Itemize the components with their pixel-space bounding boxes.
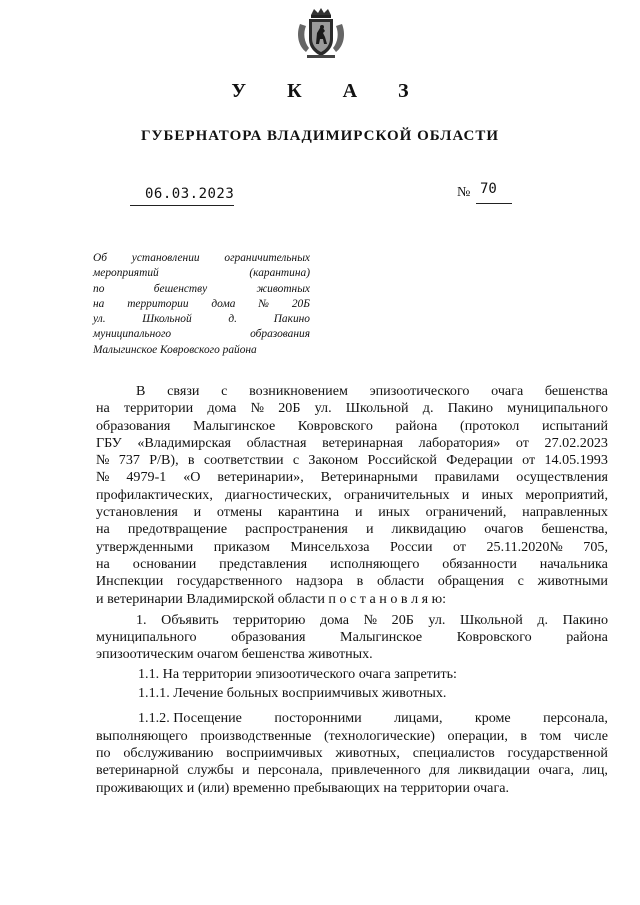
item-1-1-2-last-line: проживающих и (или) временно пребывающих на территории очага. — [96, 779, 509, 796]
word: Объявить — [161, 611, 219, 628]
word: от — [515, 434, 529, 451]
text-line — [96, 383, 608, 400]
word: Пакино — [273, 313, 310, 326]
word: России — [390, 538, 433, 555]
word: государственной — [507, 744, 608, 761]
word: 20Б — [291, 297, 310, 310]
word: выполняющего — [96, 727, 188, 744]
item-1-last-line: эпизоотическим очагом бешенства животных. — [96, 646, 373, 663]
word: Ковровского — [297, 417, 373, 434]
word: образования — [96, 417, 171, 434]
word: ул. — [93, 313, 106, 326]
text-line — [96, 487, 608, 504]
text-line — [96, 745, 608, 762]
word: 14.05.1993 — [544, 452, 608, 469]
word: лицами, — [394, 710, 443, 727]
word: распространения — [245, 521, 348, 538]
word: территорию — [233, 611, 306, 628]
word: утвержденными — [96, 538, 194, 555]
preamble — [96, 383, 608, 591]
text-line — [96, 762, 608, 779]
word: № — [250, 400, 265, 417]
word: диагностических, — [225, 486, 332, 503]
text-line — [96, 612, 608, 629]
word: обязанности — [442, 555, 517, 572]
word: «Владимирская — [137, 434, 231, 451]
text-line — [93, 312, 310, 327]
word: с — [292, 452, 300, 469]
word: с — [221, 383, 228, 399]
word: ограничительных — [343, 486, 450, 503]
text-line — [93, 343, 310, 358]
word: на — [93, 297, 105, 310]
word: района — [395, 417, 438, 434]
date-underline — [130, 205, 234, 206]
coat-of-arms-icon — [294, 6, 348, 60]
number-sign: № — [457, 185, 471, 200]
word: в — [520, 727, 528, 744]
word: представления — [219, 555, 308, 572]
word: областная — [246, 434, 307, 451]
word: производственные — [200, 727, 312, 744]
word: Законом — [308, 452, 359, 469]
word: 25.11.2020№ — [486, 538, 563, 555]
word: восприимчивых — [226, 744, 323, 761]
word: иных — [378, 504, 410, 521]
word: образования — [231, 629, 306, 646]
issuer-heading: ГУБЕРНАТОРА ВЛАДИМИРСКОЙ ОБЛАСТИ — [140, 128, 500, 144]
word: кроме — [474, 710, 511, 727]
word: надзора — [295, 573, 343, 590]
text-line — [96, 435, 608, 452]
word: и — [193, 504, 202, 521]
text-line — [93, 251, 310, 266]
word: животных, — [335, 744, 400, 761]
word: № — [258, 297, 270, 310]
word: начальника — [539, 555, 608, 572]
word: Ветеринарными — [320, 469, 418, 486]
word: иных — [481, 486, 514, 503]
word: ветеринарной — [96, 762, 179, 779]
word: на — [96, 400, 110, 417]
word: Минсельхоза — [290, 538, 370, 555]
word: 705, — [583, 538, 608, 555]
word: Пакино — [447, 400, 494, 417]
word: мероприятий, — [525, 486, 608, 503]
word: района — [566, 629, 608, 646]
preamble-last-line: и ветеринарии Владимирской области п о с т а н о в л я ю: — [96, 590, 447, 607]
word: от — [452, 538, 466, 555]
word: № — [96, 452, 110, 469]
word: 27.02.2023 — [544, 434, 608, 451]
word: осуществления — [516, 469, 608, 486]
word: д. — [422, 400, 434, 417]
word: муниципального — [96, 629, 197, 646]
word: на — [96, 521, 110, 538]
word: животными — [537, 573, 608, 590]
word: Пакино — [562, 611, 608, 628]
word: 1.1.2. Посещение — [138, 710, 242, 727]
word: В — [136, 383, 146, 399]
item-1-1-1: 1.1.1. Лечение больных восприимчивых животных. — [138, 685, 447, 702]
text-line — [96, 400, 608, 417]
word: № — [96, 469, 110, 486]
word: дома — [320, 611, 350, 628]
word: (карантина) — [249, 267, 310, 280]
word: числе — [573, 727, 608, 744]
word: Школьной — [142, 313, 192, 326]
word: мероприятий — [93, 267, 159, 280]
word: государственного — [176, 573, 283, 590]
word: ветеринарная — [322, 434, 404, 451]
word: Малыгинское — [340, 629, 423, 646]
word: Школьной — [345, 400, 409, 417]
decree-number: 70 — [480, 181, 497, 197]
word: и — [461, 486, 470, 503]
word: и — [241, 762, 250, 779]
word: эпизоотического — [369, 383, 470, 399]
word: (протокол — [460, 417, 520, 434]
word: основании — [132, 555, 197, 572]
word: обращения — [437, 573, 504, 590]
word: Р/В), — [149, 452, 179, 469]
word: д. — [537, 611, 549, 628]
word: Малыгинское Ковровского района — [93, 343, 257, 356]
decree-title: У К А З — [231, 80, 427, 102]
word: муниципального — [93, 328, 172, 341]
word: № — [363, 611, 378, 628]
text-line — [96, 469, 608, 486]
word: службы — [187, 762, 234, 779]
word: Инспекции — [96, 573, 164, 590]
word: испытаний — [541, 417, 608, 434]
word: ул. — [314, 400, 332, 417]
word: связи — [167, 383, 200, 399]
word: 4979-1 — [126, 469, 167, 486]
word: бешенству — [153, 282, 208, 295]
word: предотвращение — [127, 521, 228, 538]
word: образования — [250, 328, 310, 341]
word: персонала, — [543, 710, 608, 727]
word: приказом — [213, 538, 270, 555]
word: и — [354, 504, 363, 521]
decree-subject — [93, 251, 310, 358]
word: 737 — [118, 452, 140, 469]
word: области — [376, 573, 425, 590]
word: установления — [96, 504, 178, 521]
text-line — [96, 573, 608, 590]
word: д. — [228, 313, 237, 326]
word: Школьной — [459, 611, 523, 628]
text-line — [96, 521, 608, 538]
word: ГБУ — [96, 434, 122, 451]
text-line — [96, 710, 608, 727]
word: в — [356, 573, 364, 590]
text-line — [93, 282, 310, 297]
word: Ковровского — [456, 629, 532, 646]
word: очага, — [538, 762, 574, 779]
word: правилами — [434, 469, 500, 486]
text-line — [96, 504, 608, 521]
item-1-1-2 — [96, 710, 608, 779]
word: 1. — [136, 611, 147, 628]
word: профилактических, — [96, 486, 213, 503]
word: очага — [491, 383, 524, 399]
word: обслуживанию — [123, 744, 214, 761]
text-line — [93, 266, 310, 281]
word: Малыгинское — [193, 417, 276, 434]
word: карантина — [277, 504, 340, 521]
text-line — [96, 418, 608, 435]
word: ограничений, — [425, 504, 507, 521]
item-1-1: 1.1. На территории эпизоотического очага запретить: — [138, 665, 457, 682]
word: 20Б — [278, 400, 301, 417]
word: ул. — [428, 611, 446, 628]
word: персонала, — [257, 762, 323, 779]
word: посторонними — [274, 710, 362, 727]
word: по — [96, 744, 111, 761]
word: с — [517, 573, 524, 590]
word: возникновением — [249, 383, 348, 399]
text-line — [96, 452, 608, 469]
word: животных — [256, 282, 310, 295]
word: установлении — [131, 252, 200, 264]
word: очагов — [484, 521, 524, 538]
word: лаборатория» — [418, 434, 501, 451]
text-line — [96, 539, 608, 556]
item-1 — [96, 612, 608, 647]
word: исполняющего — [330, 555, 420, 572]
word: по — [93, 282, 105, 295]
word: и — [365, 521, 374, 538]
text-line — [96, 728, 608, 745]
word: от — [522, 452, 536, 469]
word: дома — [211, 297, 236, 310]
word: Об — [93, 252, 107, 264]
word: бешенства — [544, 383, 608, 399]
word: отмены — [216, 504, 263, 521]
word: операции, — [447, 727, 508, 744]
word: соответствии — [203, 452, 284, 469]
text-line — [93, 297, 310, 312]
text-line — [96, 556, 608, 573]
text-line — [93, 327, 310, 342]
word: ликвидацию — [391, 521, 467, 538]
word: том — [539, 727, 562, 744]
word: муниципального — [507, 400, 608, 417]
word: ветеринарии», — [217, 469, 304, 486]
decree-body — [96, 383, 608, 797]
word: дома — [207, 400, 237, 417]
word: ликвидации — [458, 762, 530, 779]
word: для — [429, 762, 450, 779]
text-line — [96, 629, 608, 646]
word: привлеченного — [331, 762, 421, 779]
word: 20Б — [391, 611, 414, 628]
word: на — [96, 555, 110, 572]
word: территории — [127, 297, 189, 310]
decree-date: 06.03.2023 — [145, 186, 235, 202]
word: (технологические) — [323, 727, 436, 744]
word: лиц, — [582, 762, 608, 779]
word: Российской — [367, 452, 437, 469]
number-underline — [476, 203, 512, 204]
word: бешенства, — [541, 521, 608, 538]
word: территории — [124, 400, 194, 417]
word: «О — [183, 469, 201, 486]
word: направленных — [522, 504, 608, 521]
word: Федерации — [446, 452, 513, 469]
word: ограничительных — [224, 252, 310, 264]
word: специалистов — [412, 744, 495, 761]
word: в — [187, 452, 195, 469]
